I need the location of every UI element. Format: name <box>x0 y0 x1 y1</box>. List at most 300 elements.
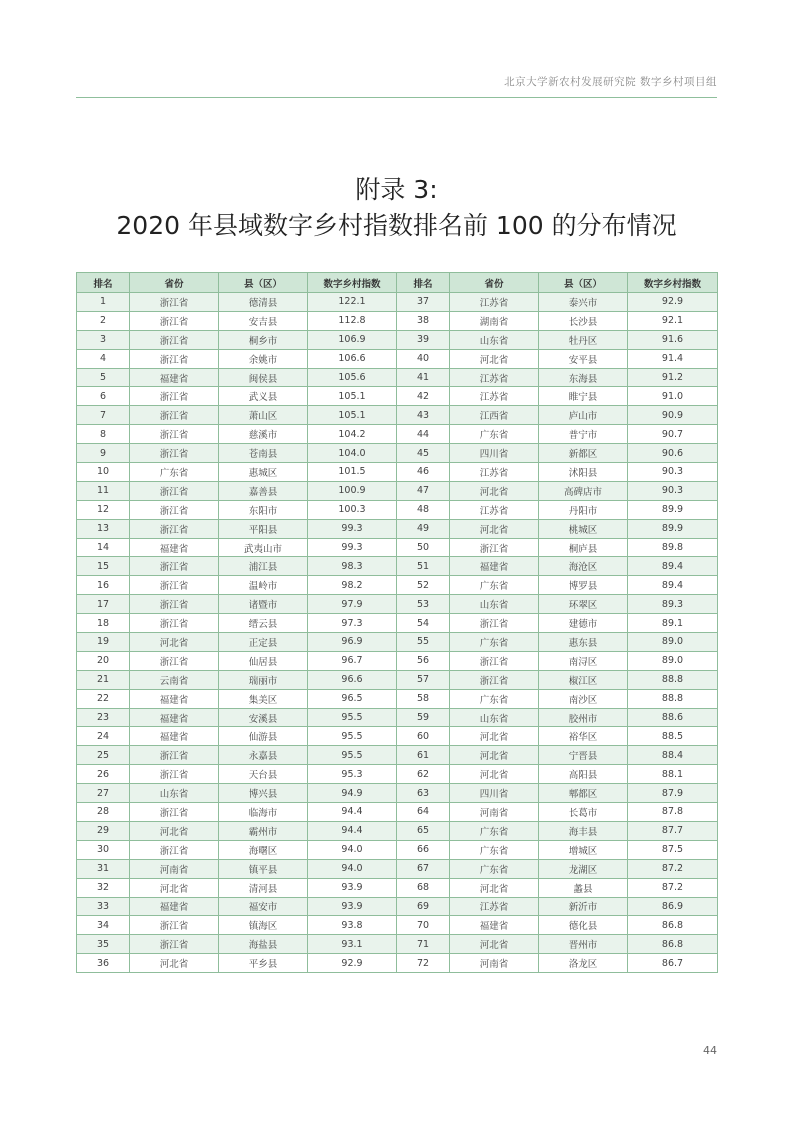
table-cell: 95.5 <box>308 727 397 746</box>
table-cell: 惠城区 <box>219 463 308 482</box>
table-row <box>77 727 718 746</box>
table-cell: 河北省 <box>450 481 539 500</box>
column-header: 省份 <box>130 273 219 293</box>
table-cell: 93.1 <box>308 935 397 954</box>
table-cell: 7 <box>77 406 130 425</box>
table-cell: 广东省 <box>450 633 539 652</box>
table-cell: 霸州市 <box>219 821 308 840</box>
table-cell: 72 <box>397 954 450 973</box>
table-cell: 71 <box>397 935 450 954</box>
table-cell: 46 <box>397 463 450 482</box>
table-cell: 93.8 <box>308 916 397 935</box>
table-cell: 61 <box>397 746 450 765</box>
table-cell: 90.3 <box>628 463 718 482</box>
table-cell: 高阳县 <box>539 765 628 784</box>
table-cell: 69 <box>397 897 450 916</box>
table-cell: 122.1 <box>308 293 397 312</box>
table-row <box>77 689 718 708</box>
table-cell: 100.3 <box>308 500 397 519</box>
table-cell: 诸暨市 <box>219 595 308 614</box>
table-cell: 山东省 <box>450 595 539 614</box>
table-cell: 浙江省 <box>130 444 219 463</box>
table-cell: 40 <box>397 349 450 368</box>
table-cell: 44 <box>397 425 450 444</box>
table-cell: 89.4 <box>628 557 718 576</box>
table-row <box>77 746 718 765</box>
table-cell: 建德市 <box>539 614 628 633</box>
table-row <box>77 840 718 859</box>
table-row <box>77 708 718 727</box>
table-cell: 23 <box>77 708 130 727</box>
table-cell: 广东省 <box>450 576 539 595</box>
table-cell: 清河县 <box>219 878 308 897</box>
table-cell: 64 <box>397 803 450 822</box>
table-cell: 2 <box>77 311 130 330</box>
table-cell: 89.8 <box>628 538 718 557</box>
table-cell: 89.9 <box>628 500 718 519</box>
table-cell: 8 <box>77 425 130 444</box>
table-cell: 南沙区 <box>539 689 628 708</box>
table-cell: 河北省 <box>450 878 539 897</box>
table-cell: 56 <box>397 651 450 670</box>
table-cell: 95.5 <box>308 746 397 765</box>
table-row <box>77 293 718 312</box>
table-cell: 江苏省 <box>450 293 539 312</box>
table-cell: 浙江省 <box>130 293 219 312</box>
table-cell: 91.4 <box>628 349 718 368</box>
table-cell: 106.6 <box>308 349 397 368</box>
table-cell: 瑞丽市 <box>219 670 308 689</box>
table-cell: 63 <box>397 784 450 803</box>
table-cell: 江苏省 <box>450 463 539 482</box>
table-cell: 正定县 <box>219 633 308 652</box>
table-cell: 70 <box>397 916 450 935</box>
table-cell: 58 <box>397 689 450 708</box>
table-cell: 37 <box>397 293 450 312</box>
table-row <box>77 916 718 935</box>
table-cell: 87.8 <box>628 803 718 822</box>
table-cell: 庐山市 <box>539 406 628 425</box>
table-cell: 广东省 <box>450 425 539 444</box>
table-cell: 海沧区 <box>539 557 628 576</box>
table-cell: 3 <box>77 330 130 349</box>
table-cell: 97.3 <box>308 614 397 633</box>
title-line-2: 2020 年县域数字乡村指数排名前 100 的分布情况 <box>116 211 677 240</box>
table-row <box>77 425 718 444</box>
table-cell: 87.7 <box>628 821 718 840</box>
table-cell: 94.9 <box>308 784 397 803</box>
table-cell: 42 <box>397 387 450 406</box>
table-cell: 96.9 <box>308 633 397 652</box>
table-cell: 1 <box>77 293 130 312</box>
table-cell: 98.3 <box>308 557 397 576</box>
table-cell: 江苏省 <box>450 500 539 519</box>
table-cell: 38 <box>397 311 450 330</box>
table-cell: 浙江省 <box>130 519 219 538</box>
table-cell: 江苏省 <box>450 387 539 406</box>
table-cell: 广东省 <box>450 859 539 878</box>
table-cell: 胶州市 <box>539 708 628 727</box>
table-cell: 山东省 <box>450 330 539 349</box>
table-cell: 河北省 <box>130 878 219 897</box>
column-header: 县（区） <box>539 273 628 293</box>
table-cell: 51 <box>397 557 450 576</box>
table-row <box>77 444 718 463</box>
table-row <box>77 859 718 878</box>
table-row <box>77 538 718 557</box>
table-cell: 45 <box>397 444 450 463</box>
table-cell: 99.3 <box>308 519 397 538</box>
table-cell: 89.0 <box>628 651 718 670</box>
table-row <box>77 557 718 576</box>
table-cell: 广东省 <box>450 689 539 708</box>
table-cell: 浙江省 <box>130 311 219 330</box>
page-number: 44 <box>703 1044 717 1057</box>
table-cell: 94.0 <box>308 859 397 878</box>
table-cell: 河北省 <box>130 821 219 840</box>
table-cell: 河北省 <box>450 519 539 538</box>
table-cell: 广东省 <box>130 463 219 482</box>
table-cell: 26 <box>77 765 130 784</box>
table-cell: 福建省 <box>450 916 539 935</box>
table-cell: 18 <box>77 614 130 633</box>
column-header: 数字乡村指数 <box>628 273 718 293</box>
table-cell: 睢宁县 <box>539 387 628 406</box>
table-cell: 裕华区 <box>539 727 628 746</box>
table-cell: 福建省 <box>450 557 539 576</box>
table-cell: 宁晋县 <box>539 746 628 765</box>
table-cell: 87.2 <box>628 878 718 897</box>
table-cell: 天台县 <box>219 765 308 784</box>
table-cell: 91.6 <box>628 330 718 349</box>
table-cell: 28 <box>77 803 130 822</box>
table-cell: 50 <box>397 538 450 557</box>
table-cell: 88.4 <box>628 746 718 765</box>
table-cell: 92.9 <box>308 954 397 973</box>
table-cell: 浙江省 <box>130 349 219 368</box>
table-cell: 89.0 <box>628 633 718 652</box>
table-cell: 惠东县 <box>539 633 628 652</box>
table-cell: 6 <box>77 387 130 406</box>
table-cell: 91.0 <box>628 387 718 406</box>
table-cell: 浙江省 <box>450 614 539 633</box>
table-cell: 95.3 <box>308 765 397 784</box>
table-cell: 洛龙区 <box>539 954 628 973</box>
table-cell: 河北省 <box>450 746 539 765</box>
table-row <box>77 368 718 387</box>
table-cell: 椒江区 <box>539 670 628 689</box>
table-cell: 35 <box>77 935 130 954</box>
table-cell: 浙江省 <box>130 406 219 425</box>
table-cell: 晋州市 <box>539 935 628 954</box>
table-cell: 南浔区 <box>539 651 628 670</box>
table-cell: 87.5 <box>628 840 718 859</box>
table-cell: 97.9 <box>308 595 397 614</box>
table-cell: 龙湖区 <box>539 859 628 878</box>
table-cell: 92.9 <box>628 293 718 312</box>
table-cell: 94.4 <box>308 821 397 840</box>
table-cell: 浙江省 <box>130 387 219 406</box>
table-cell: 88.6 <box>628 708 718 727</box>
table-cell: 浙江省 <box>450 538 539 557</box>
table-cell: 平阳县 <box>219 519 308 538</box>
table-row <box>77 595 718 614</box>
table-cell: 30 <box>77 840 130 859</box>
table-cell: 广东省 <box>450 821 539 840</box>
table-cell: 浙江省 <box>130 481 219 500</box>
table-cell: 海丰县 <box>539 821 628 840</box>
table-cell: 96.5 <box>308 689 397 708</box>
table-cell: 105.1 <box>308 406 397 425</box>
table-cell: 86.7 <box>628 954 718 973</box>
table-row <box>77 954 718 973</box>
table-row <box>77 821 718 840</box>
table-row <box>77 897 718 916</box>
table-cell: 89.4 <box>628 576 718 595</box>
table-cell: 13 <box>77 519 130 538</box>
table-cell: 95.5 <box>308 708 397 727</box>
table-row <box>77 349 718 368</box>
table-row <box>77 387 718 406</box>
table-cell: 广东省 <box>450 840 539 859</box>
table-cell: 增城区 <box>539 840 628 859</box>
table-row <box>77 463 718 482</box>
table-cell: 浙江省 <box>130 425 219 444</box>
table-cell: 安平县 <box>539 349 628 368</box>
table-cell: 53 <box>397 595 450 614</box>
table-cell: 缙云县 <box>219 614 308 633</box>
table-cell: 东海县 <box>539 368 628 387</box>
table-cell: 萧山区 <box>219 406 308 425</box>
table-row <box>77 670 718 689</box>
table-cell: 仙游县 <box>219 727 308 746</box>
table-cell: 41 <box>397 368 450 387</box>
table-cell: 25 <box>77 746 130 765</box>
table-row <box>77 633 718 652</box>
table-cell: 环翠区 <box>539 595 628 614</box>
table-cell: 48 <box>397 500 450 519</box>
table-cell: 福建省 <box>130 708 219 727</box>
table-cell: 90.3 <box>628 481 718 500</box>
table-cell: 福建省 <box>130 727 219 746</box>
table-cell: 泰兴市 <box>539 293 628 312</box>
table-cell: 92.1 <box>628 311 718 330</box>
table-cell: 89.3 <box>628 595 718 614</box>
table-cell: 62 <box>397 765 450 784</box>
table-cell: 浙江省 <box>130 651 219 670</box>
table-row <box>77 878 718 897</box>
table-cell: 34 <box>77 916 130 935</box>
table-cell: 长沙县 <box>539 311 628 330</box>
table-cell: 87.9 <box>628 784 718 803</box>
table-cell: 浦江县 <box>219 557 308 576</box>
table-cell: 43 <box>397 406 450 425</box>
table-cell: 桐庐县 <box>539 538 628 557</box>
table-cell: 60 <box>397 727 450 746</box>
table-body <box>77 293 718 973</box>
header-divider <box>76 97 717 98</box>
table-cell: 88.5 <box>628 727 718 746</box>
table-cell: 平乡县 <box>219 954 308 973</box>
table-cell: 浙江省 <box>130 765 219 784</box>
table-cell: 54 <box>397 614 450 633</box>
table-cell: 博兴县 <box>219 784 308 803</box>
table-cell: 90.6 <box>628 444 718 463</box>
table-cell: 新沂市 <box>539 897 628 916</box>
table-cell: 郫都区 <box>539 784 628 803</box>
table-cell: 91.2 <box>628 368 718 387</box>
table-row <box>77 481 718 500</box>
table-cell: 浙江省 <box>130 935 219 954</box>
table-cell: 68 <box>397 878 450 897</box>
title-line-1: 附录 3: <box>355 175 438 204</box>
table-cell: 河北省 <box>450 765 539 784</box>
table-cell: 39 <box>397 330 450 349</box>
table-cell: 临海市 <box>219 803 308 822</box>
table-cell: 浙江省 <box>130 840 219 859</box>
table-cell: 福建省 <box>130 538 219 557</box>
table-cell: 24 <box>77 727 130 746</box>
table-cell: 海曙区 <box>219 840 308 859</box>
table-cell: 浙江省 <box>130 916 219 935</box>
table-cell: 94.0 <box>308 840 397 859</box>
table-cell: 98.2 <box>308 576 397 595</box>
table-cell: 22 <box>77 689 130 708</box>
table-cell: 山东省 <box>130 784 219 803</box>
table-cell: 福安市 <box>219 897 308 916</box>
table-cell: 苍南县 <box>219 444 308 463</box>
table-cell: 88.8 <box>628 689 718 708</box>
table-cell: 河北省 <box>450 349 539 368</box>
table-cell: 90.9 <box>628 406 718 425</box>
table-cell: 浙江省 <box>130 557 219 576</box>
table-cell: 余姚市 <box>219 349 308 368</box>
table-cell: 94.4 <box>308 803 397 822</box>
table-cell: 86.9 <box>628 897 718 916</box>
table-cell: 67 <box>397 859 450 878</box>
table-cell: 永嘉县 <box>219 746 308 765</box>
table-cell: 52 <box>397 576 450 595</box>
table-cell: 丹阳市 <box>539 500 628 519</box>
table-row <box>77 651 718 670</box>
table-cell: 山东省 <box>450 708 539 727</box>
table-cell: 88.1 <box>628 765 718 784</box>
table-cell: 65 <box>397 821 450 840</box>
table-cell: 21 <box>77 670 130 689</box>
table-cell: 闽侯县 <box>219 368 308 387</box>
table-row <box>77 803 718 822</box>
table-row <box>77 935 718 954</box>
table-cell: 100.9 <box>308 481 397 500</box>
table-cell: 长葛市 <box>539 803 628 822</box>
table-cell: 河北省 <box>450 935 539 954</box>
table-cell: 57 <box>397 670 450 689</box>
column-header: 省份 <box>450 273 539 293</box>
table-cell: 5 <box>77 368 130 387</box>
table-cell: 104.2 <box>308 425 397 444</box>
table-row <box>77 765 718 784</box>
table-cell: 47 <box>397 481 450 500</box>
table-cell: 福建省 <box>130 897 219 916</box>
table-cell: 104.0 <box>308 444 397 463</box>
table-cell: 89.1 <box>628 614 718 633</box>
table-cell: 高碑店市 <box>539 481 628 500</box>
table-cell: 海盐县 <box>219 935 308 954</box>
table-row <box>77 784 718 803</box>
table-cell: 湖南省 <box>450 311 539 330</box>
table-cell: 云南省 <box>130 670 219 689</box>
table-cell: 29 <box>77 821 130 840</box>
table-cell: 河南省 <box>450 954 539 973</box>
table-cell: 4 <box>77 349 130 368</box>
table-cell: 66 <box>397 840 450 859</box>
table-cell: 德清县 <box>219 293 308 312</box>
table-cell: 浙江省 <box>130 803 219 822</box>
table-cell: 86.8 <box>628 916 718 935</box>
table-cell: 东阳市 <box>219 500 308 519</box>
table-row <box>77 311 718 330</box>
table-cell: 106.9 <box>308 330 397 349</box>
table-cell: 德化县 <box>539 916 628 935</box>
table-cell: 嘉善县 <box>219 481 308 500</box>
table-cell: 四川省 <box>450 444 539 463</box>
table-row <box>77 406 718 425</box>
table-cell: 15 <box>77 557 130 576</box>
ranking-table <box>76 272 718 973</box>
table-cell: 101.5 <box>308 463 397 482</box>
table-cell: 沭阳县 <box>539 463 628 482</box>
table-cell: 河南省 <box>130 859 219 878</box>
table-cell: 安吉县 <box>219 311 308 330</box>
table-cell: 99.3 <box>308 538 397 557</box>
table-cell: 河北省 <box>450 727 539 746</box>
table-cell: 桃城区 <box>539 519 628 538</box>
column-header: 排名 <box>77 273 130 293</box>
table-cell: 55 <box>397 633 450 652</box>
table-cell: 31 <box>77 859 130 878</box>
table-cell: 博罗县 <box>539 576 628 595</box>
table-cell: 普宁市 <box>539 425 628 444</box>
table-cell: 105.1 <box>308 387 397 406</box>
table-cell: 89.9 <box>628 519 718 538</box>
table-cell: 福建省 <box>130 368 219 387</box>
table-cell: 59 <box>397 708 450 727</box>
table-row <box>77 519 718 538</box>
table-cell: 93.9 <box>308 878 397 897</box>
table-cell: 20 <box>77 651 130 670</box>
column-header: 数字乡村指数 <box>308 273 397 293</box>
table-cell: 浙江省 <box>130 595 219 614</box>
table-cell: 浙江省 <box>450 651 539 670</box>
table-cell: 新都区 <box>539 444 628 463</box>
table-cell: 牡丹区 <box>539 330 628 349</box>
table-cell: 桐乡市 <box>219 330 308 349</box>
table-cell: 12 <box>77 500 130 519</box>
table-row <box>77 576 718 595</box>
table-cell: 浙江省 <box>450 670 539 689</box>
table-cell: 河南省 <box>450 803 539 822</box>
header-institution: 北京大学新农村发展研究院 数字乡村项目组 <box>504 76 717 88</box>
table-cell: 江苏省 <box>450 368 539 387</box>
table-cell: 浙江省 <box>130 576 219 595</box>
column-header: 县（区） <box>219 273 308 293</box>
table-cell: 镇海区 <box>219 916 308 935</box>
table-cell: 49 <box>397 519 450 538</box>
table-row <box>77 614 718 633</box>
table-cell: 四川省 <box>450 784 539 803</box>
table-cell: 14 <box>77 538 130 557</box>
table-cell: 集美区 <box>219 689 308 708</box>
